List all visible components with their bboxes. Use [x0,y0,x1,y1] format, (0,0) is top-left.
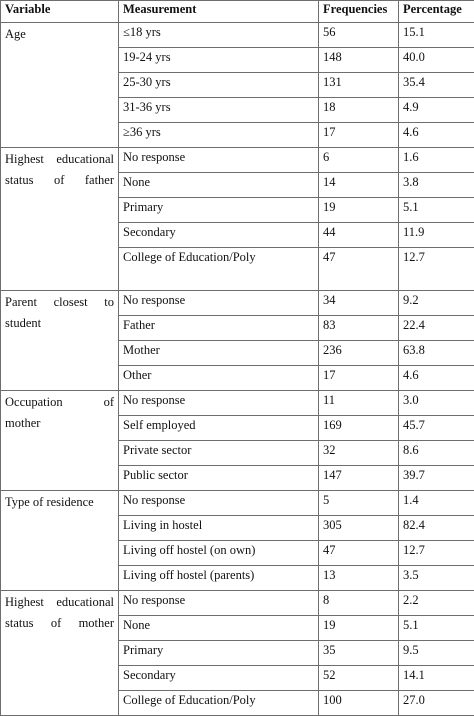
frequency-cell: 52 [319,666,399,691]
measurement-cell: ≤18 yrs [119,23,319,48]
frequency-cell: 47 [319,541,399,566]
variable-cell: Parent closest to student [1,291,119,391]
frequency-cell: 44 [319,223,399,248]
frequency-cell: 14 [319,173,399,198]
percentage-cell: 5.1 [399,616,474,641]
table-row [1,23,474,48]
percentage-cell: 4.6 [399,366,474,391]
measurement-cell: Living off hostel (parents) [119,566,319,591]
measurement-cell: Primary [119,641,319,666]
measurement-cell: No response [119,391,319,416]
percentage-cell: 5.1 [399,198,474,223]
measurement-cell: No response [119,491,319,516]
table-row [1,291,474,316]
percentage-cell: 82.4 [399,516,474,541]
percentage-cell: 4.6 [399,123,474,148]
percentage-cell: 1.4 [399,491,474,516]
frequency-cell: 47 [319,248,399,291]
percentage-cell: 4.9 [399,98,474,123]
frequency-cell: 148 [319,48,399,73]
measurement-cell: None [119,616,319,641]
percentage-cell: 2.2 [399,591,474,616]
frequency-cell: 305 [319,516,399,541]
measurement-cell: Secondary [119,223,319,248]
measurement-cell: Public sector [119,466,319,491]
measurement-cell: Other [119,366,319,391]
percentage-cell: 12.7 [399,541,474,566]
percentage-cell: 27.0 [399,691,474,716]
frequency-cell: 17 [319,366,399,391]
measurement-cell: Father [119,316,319,341]
frequency-cell: 6 [319,148,399,173]
percentage-cell: 22.4 [399,316,474,341]
measurement-cell: Self employed [119,416,319,441]
percentage-cell: 1.6 [399,148,474,173]
header-frequencies: Frequencies [319,1,399,23]
frequency-cell: 5 [319,491,399,516]
percentage-cell: 63.8 [399,341,474,366]
table-body [1,23,474,716]
measurement-cell: Mother [119,341,319,366]
percentage-cell: 9.2 [399,291,474,316]
percentage-cell: 40.0 [399,48,474,73]
variable-cell: Age [1,23,119,148]
measurement-cell: 25-30 yrs [119,73,319,98]
frequency-cell: 8 [319,591,399,616]
measurement-cell: Living in hostel [119,516,319,541]
table-row [1,491,474,516]
header-row [1,1,474,23]
measurement-cell: No response [119,591,319,616]
frequency-cell: 19 [319,198,399,223]
frequency-cell: 56 [319,23,399,48]
percentage-cell: 35.4 [399,73,474,98]
frequency-cell: 131 [319,73,399,98]
percentage-cell: 3.8 [399,173,474,198]
frequency-cell: 35 [319,641,399,666]
percentage-cell: 15.1 [399,23,474,48]
table-row [1,591,474,616]
variable-cell: Occupation of mother [1,391,119,491]
measurement-cell: No response [119,291,319,316]
percentage-cell: 9.5 [399,641,474,666]
variable-cell: Type of residence [1,491,119,591]
percentage-cell: 11.9 [399,223,474,248]
frequency-cell: 169 [319,416,399,441]
measurement-cell: 31-36 yrs [119,98,319,123]
frequency-cell: 13 [319,566,399,591]
measurement-cell: Living off hostel (on own) [119,541,319,566]
table-row [1,391,474,416]
measurement-cell: College of Education/Poly [119,691,319,716]
measurement-cell: No response [119,148,319,173]
variable-cell: Highest educational status of mother [1,591,119,716]
measurement-cell: None [119,173,319,198]
measurement-cell: Secondary [119,666,319,691]
frequency-cell: 34 [319,291,399,316]
percentage-cell: 3.0 [399,391,474,416]
measurement-cell: 19-24 yrs [119,48,319,73]
percentage-cell: 39.7 [399,466,474,491]
frequency-cell: 83 [319,316,399,341]
percentage-cell: 45.7 [399,416,474,441]
header-measurement: Measurement [119,1,319,23]
header-percentage: Percentage [399,1,474,23]
variable-cell: Highest educational status of father [1,148,119,291]
percentage-cell: 14.1 [399,666,474,691]
percentage-cell: 12.7 [399,248,474,291]
measurement-cell: Primary [119,198,319,223]
header-variable: Variable [1,1,119,23]
frequency-cell: 11 [319,391,399,416]
frequency-cell: 19 [319,616,399,641]
table-row [1,148,474,173]
measurement-cell: Private sector [119,441,319,466]
frequency-cell: 32 [319,441,399,466]
frequency-cell: 17 [319,123,399,148]
frequency-cell: 147 [319,466,399,491]
percentage-cell: 3.5 [399,566,474,591]
percentage-cell: 8.6 [399,441,474,466]
frequency-cell: 236 [319,341,399,366]
measurement-cell: ≥36 yrs [119,123,319,148]
measurement-cell: College of Education/Poly [119,248,319,291]
frequency-cell: 100 [319,691,399,716]
frequency-cell: 18 [319,98,399,123]
